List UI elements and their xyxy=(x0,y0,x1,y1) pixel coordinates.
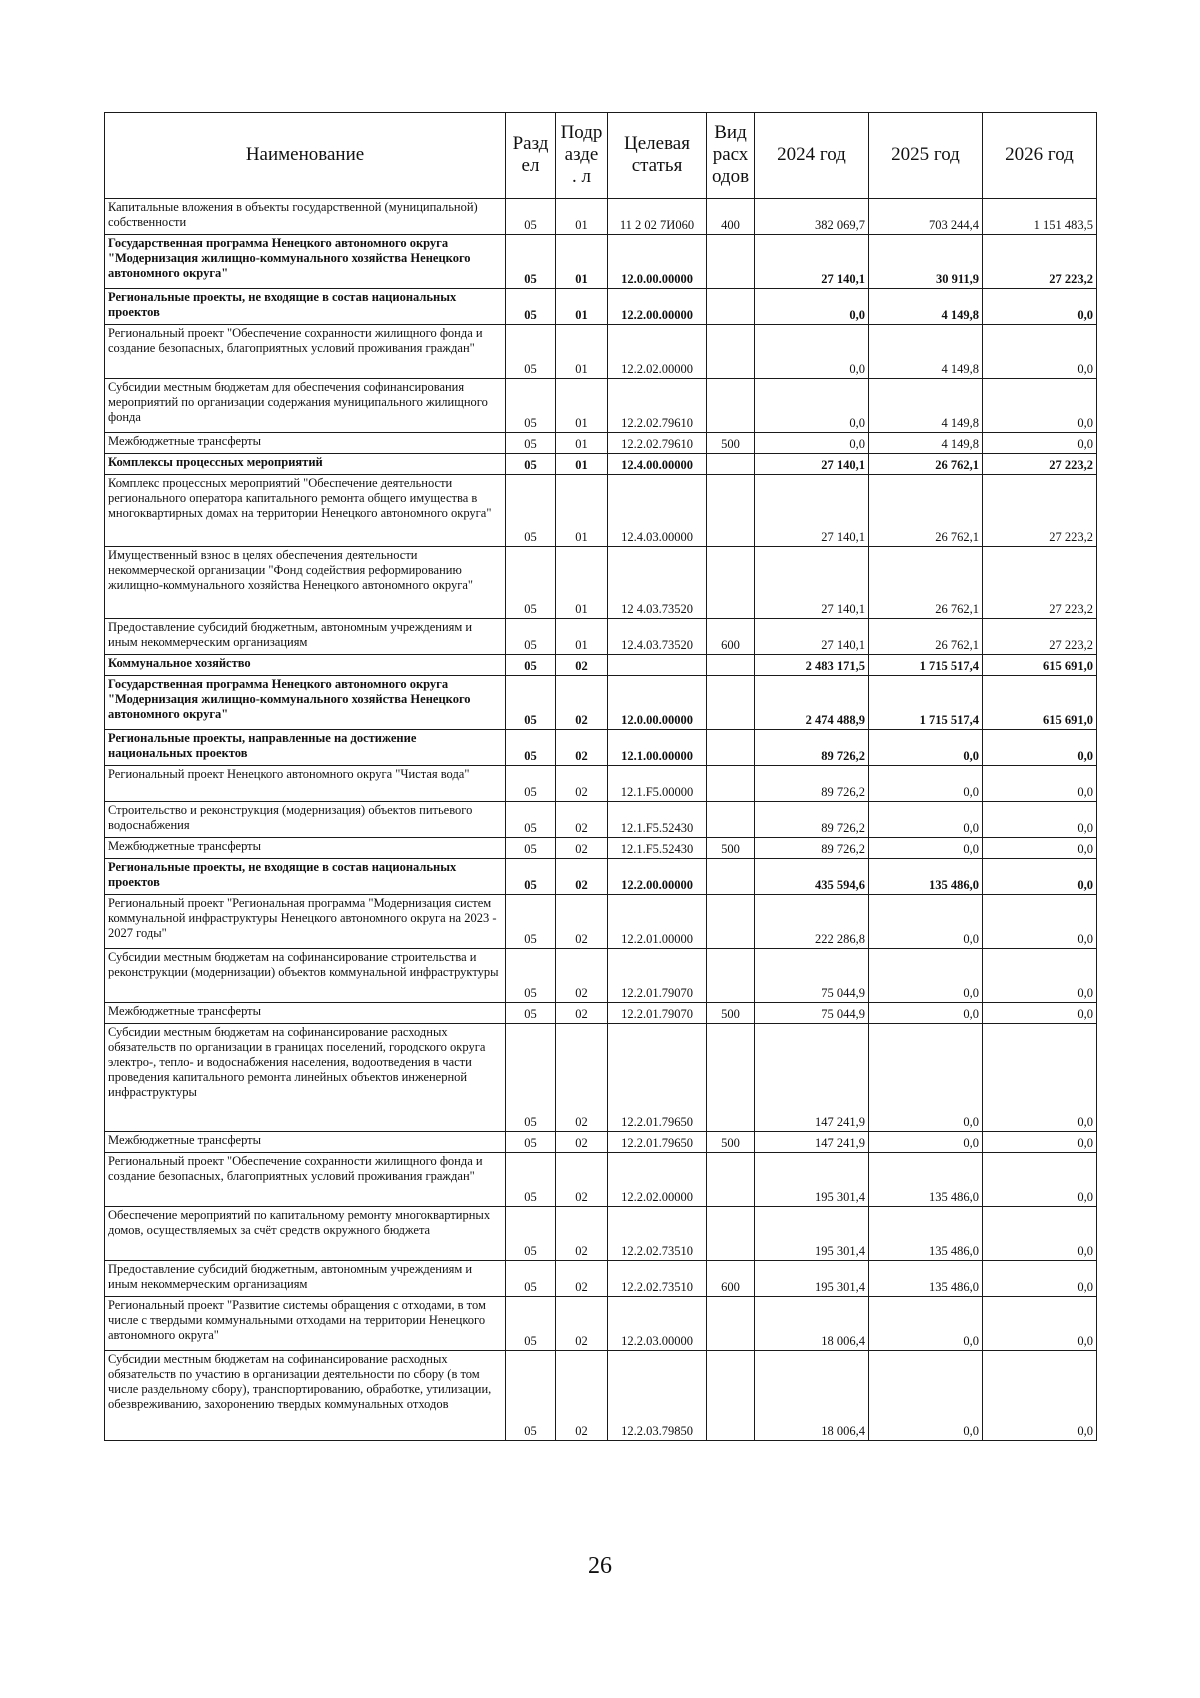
table-row xyxy=(105,235,1097,289)
cell-y2025: 4 149,8 xyxy=(869,325,983,379)
cell-y2026: 27 223,2 xyxy=(983,475,1097,547)
cell-y2025: 0,0 xyxy=(869,838,983,859)
cell-y2026: 0,0 xyxy=(983,895,1097,949)
cell-y2024: 0,0 xyxy=(755,379,869,433)
cell-y2026: 0,0 xyxy=(983,1024,1097,1132)
cell-y2026: 1 151 483,5 xyxy=(983,199,1097,235)
cell-section: 05 xyxy=(506,289,556,325)
cell-y2025: 0,0 xyxy=(869,1024,983,1132)
table-row xyxy=(105,433,1097,454)
cell-target: 12.2.02.00000 xyxy=(608,325,707,379)
cell-y2025: 4 149,8 xyxy=(869,289,983,325)
cell-subsection: 02 xyxy=(556,1207,608,1261)
cell-name: Субсидии местным бюджетам на софинансирование расходных обязательств по участию в организации деятельности по сбору (в том числе раздельному сбору), транспортированию, обработке, утилизации, обезвреживанию, захоронению твердых коммунальных отходов xyxy=(105,1351,506,1441)
cell-name: Предоставление субсидий бюджетным, автономным учреждениям и иным некоммерческим организациям xyxy=(105,619,506,655)
cell-subsection: 01 xyxy=(556,379,608,433)
cell-subsection: 02 xyxy=(556,1003,608,1024)
cell-target: 12.2.02.79610 xyxy=(608,379,707,433)
cell-section: 05 xyxy=(506,475,556,547)
cell-name: Межбюджетные трансферты xyxy=(105,1003,506,1024)
cell-subsection: 01 xyxy=(556,547,608,619)
cell-y2026: 0,0 xyxy=(983,289,1097,325)
page-number: 26 xyxy=(588,1553,612,1579)
cell-y2024: 75 044,9 xyxy=(755,949,869,1003)
table-body xyxy=(105,199,1097,1441)
cell-y2026: 0,0 xyxy=(983,1132,1097,1153)
cell-subsection: 01 xyxy=(556,235,608,289)
cell-y2024: 27 140,1 xyxy=(755,235,869,289)
table-row xyxy=(105,619,1097,655)
cell-name: Имущественный взнос в целях обеспечения деятельности некоммерческой организации "Фонд содействия реформированию жилищно-коммунального хозяйства Ненецкого автономного округа" xyxy=(105,547,506,619)
cell-y2025: 0,0 xyxy=(869,1003,983,1024)
table-row xyxy=(105,949,1097,1003)
cell-name: Капитальные вложения в объекты государственной (муниципальной) собственности xyxy=(105,199,506,235)
table-row xyxy=(105,838,1097,859)
cell-y2025: 135 486,0 xyxy=(869,1207,983,1261)
cell-y2024: 2 483 171,5 xyxy=(755,655,869,676)
table-row xyxy=(105,676,1097,730)
cell-name: Комплексы процессных мероприятий xyxy=(105,454,506,475)
cell-subsection: 01 xyxy=(556,199,608,235)
cell-y2026: 27 223,2 xyxy=(983,454,1097,475)
cell-target: 12.2.03.00000 xyxy=(608,1297,707,1351)
cell-y2025: 0,0 xyxy=(869,1132,983,1153)
cell-kind xyxy=(707,1153,755,1207)
cell-y2026: 0,0 xyxy=(983,730,1097,766)
cell-subsection: 01 xyxy=(556,475,608,547)
cell-name: Межбюджетные трансферты xyxy=(105,433,506,454)
cell-section: 05 xyxy=(506,1003,556,1024)
cell-name: Коммунальное хозяйство xyxy=(105,655,506,676)
cell-target: 12.2.01.79650 xyxy=(608,1024,707,1132)
cell-y2024: 147 241,9 xyxy=(755,1024,869,1132)
cell-y2026: 615 691,0 xyxy=(983,676,1097,730)
cell-target: 12.4.00.00000 xyxy=(608,454,707,475)
cell-section: 05 xyxy=(506,1132,556,1153)
table-row xyxy=(105,730,1097,766)
cell-name: Государственная программа Ненецкого автономного округа "Модернизация жилищно-коммунального хозяйства Ненецкого автономного округа" xyxy=(105,676,506,730)
cell-kind xyxy=(707,475,755,547)
table-row xyxy=(105,454,1097,475)
table-row xyxy=(105,1351,1097,1441)
cell-kind xyxy=(707,454,755,475)
cell-subsection: 02 xyxy=(556,1024,608,1132)
cell-subsection: 02 xyxy=(556,949,608,1003)
cell-name: Обеспечение мероприятий по капитальному ремонту многоквартирных домов, осуществляемых за счёт средств окружного бюджета xyxy=(105,1207,506,1261)
cell-y2025: 4 149,8 xyxy=(869,379,983,433)
cell-section: 05 xyxy=(506,235,556,289)
header-kind: Вид расх одов xyxy=(707,113,755,199)
cell-y2026: 0,0 xyxy=(983,766,1097,802)
cell-section: 05 xyxy=(506,1351,556,1441)
cell-target: 12.1.F5.52430 xyxy=(608,838,707,859)
cell-section: 05 xyxy=(506,655,556,676)
table-row xyxy=(105,1003,1097,1024)
cell-kind xyxy=(707,1351,755,1441)
cell-y2025: 0,0 xyxy=(869,1297,983,1351)
cell-kind: 600 xyxy=(707,619,755,655)
cell-subsection: 02 xyxy=(556,859,608,895)
cell-subsection: 02 xyxy=(556,1132,608,1153)
cell-y2026: 0,0 xyxy=(983,1207,1097,1261)
cell-target: 12.2.02.00000 xyxy=(608,1153,707,1207)
cell-y2025: 703 244,4 xyxy=(869,199,983,235)
table-row xyxy=(105,655,1097,676)
table-row xyxy=(105,1261,1097,1297)
cell-section: 05 xyxy=(506,676,556,730)
cell-y2026: 27 223,2 xyxy=(983,547,1097,619)
cell-name: Субсидии местным бюджетам на софинансирование строительства и реконструкции (модернизации) объектов коммунальной инфраструктуры xyxy=(105,949,506,1003)
cell-target: 12.0.00.00000 xyxy=(608,235,707,289)
cell-y2026: 0,0 xyxy=(983,802,1097,838)
header-2024: 2024 год xyxy=(755,113,869,199)
cell-target: 12.2.00.00000 xyxy=(608,859,707,895)
cell-kind: 500 xyxy=(707,433,755,454)
cell-subsection: 01 xyxy=(556,289,608,325)
cell-kind xyxy=(707,655,755,676)
cell-name: Межбюджетные трансферты xyxy=(105,1132,506,1153)
header-section: Разд ел xyxy=(506,113,556,199)
cell-section: 05 xyxy=(506,379,556,433)
cell-section: 05 xyxy=(506,1297,556,1351)
cell-y2026: 0,0 xyxy=(983,838,1097,859)
cell-section: 05 xyxy=(506,1261,556,1297)
cell-y2025: 135 486,0 xyxy=(869,1261,983,1297)
cell-y2025: 0,0 xyxy=(869,802,983,838)
cell-y2026: 0,0 xyxy=(983,1261,1097,1297)
cell-target: 12.2.02.73510 xyxy=(608,1261,707,1297)
cell-kind xyxy=(707,1024,755,1132)
cell-y2025: 135 486,0 xyxy=(869,1153,983,1207)
cell-target: 12.2.01.79070 xyxy=(608,949,707,1003)
cell-y2024: 27 140,1 xyxy=(755,454,869,475)
cell-target: 12.4.03.00000 xyxy=(608,475,707,547)
cell-name: Предоставление субсидий бюджетным, автономным учреждениям и иным некоммерческим организациям xyxy=(105,1261,506,1297)
cell-target: 12.2.00.00000 xyxy=(608,289,707,325)
cell-y2024: 147 241,9 xyxy=(755,1132,869,1153)
cell-kind: 500 xyxy=(707,1132,755,1153)
header-subsection: Подр азде . л xyxy=(556,113,608,199)
cell-kind: 500 xyxy=(707,838,755,859)
cell-y2026: 0,0 xyxy=(983,1297,1097,1351)
cell-y2026: 0,0 xyxy=(983,1351,1097,1441)
cell-kind xyxy=(707,1297,755,1351)
cell-target: 12.2.03.79850 xyxy=(608,1351,707,1441)
cell-y2026: 0,0 xyxy=(983,379,1097,433)
header-2026: 2026 год xyxy=(983,113,1097,199)
cell-y2025: 30 911,9 xyxy=(869,235,983,289)
cell-subsection: 02 xyxy=(556,730,608,766)
cell-section: 05 xyxy=(506,802,556,838)
cell-section: 05 xyxy=(506,1207,556,1261)
cell-section: 05 xyxy=(506,730,556,766)
cell-y2024: 18 006,4 xyxy=(755,1351,869,1441)
table-row xyxy=(105,1297,1097,1351)
cell-section: 05 xyxy=(506,1153,556,1207)
cell-y2024: 0,0 xyxy=(755,325,869,379)
cell-name: Региональные проекты, направленные на достижение национальных проектов xyxy=(105,730,506,766)
cell-name: Региональный проект Ненецкого автономного округа "Чистая вода" xyxy=(105,766,506,802)
table-row xyxy=(105,325,1097,379)
cell-subsection: 02 xyxy=(556,802,608,838)
cell-section: 05 xyxy=(506,949,556,1003)
cell-y2025: 26 762,1 xyxy=(869,547,983,619)
table-row xyxy=(105,199,1097,235)
cell-subsection: 02 xyxy=(556,1351,608,1441)
cell-subsection: 02 xyxy=(556,1261,608,1297)
cell-y2024: 222 286,8 xyxy=(755,895,869,949)
cell-subsection: 02 xyxy=(556,838,608,859)
cell-y2024: 27 140,1 xyxy=(755,475,869,547)
cell-y2025: 26 762,1 xyxy=(869,475,983,547)
cell-subsection: 01 xyxy=(556,619,608,655)
table-row xyxy=(105,547,1097,619)
cell-target: 12.4.03.73520 xyxy=(608,619,707,655)
cell-kind: 500 xyxy=(707,1003,755,1024)
cell-y2025: 0,0 xyxy=(869,949,983,1003)
cell-y2025: 26 762,1 xyxy=(869,619,983,655)
cell-y2024: 18 006,4 xyxy=(755,1297,869,1351)
table-row xyxy=(105,1207,1097,1261)
cell-y2025: 0,0 xyxy=(869,730,983,766)
cell-subsection: 02 xyxy=(556,766,608,802)
cell-y2024: 382 069,7 xyxy=(755,199,869,235)
cell-kind xyxy=(707,766,755,802)
cell-section: 05 xyxy=(506,766,556,802)
cell-section: 05 xyxy=(506,619,556,655)
cell-target xyxy=(608,655,707,676)
table-row xyxy=(105,859,1097,895)
cell-y2026: 615 691,0 xyxy=(983,655,1097,676)
cell-kind xyxy=(707,802,755,838)
header-target: Целевая статья xyxy=(608,113,707,199)
cell-name: Субсидии местным бюджетам на софинансирование расходных обязательств по организации в границах поселений, городского округа электро-, тепло- и водоснабжения населения, водоотведения в части проведения капитального ремонта линейных объектов инженерной инфраструктуры xyxy=(105,1024,506,1132)
cell-kind xyxy=(707,325,755,379)
cell-name: Региональные проекты, не входящие в состав национальных проектов xyxy=(105,859,506,895)
cell-subsection: 02 xyxy=(556,895,608,949)
cell-y2025: 0,0 xyxy=(869,1351,983,1441)
cell-kind xyxy=(707,895,755,949)
cell-section: 05 xyxy=(506,547,556,619)
cell-y2026: 0,0 xyxy=(983,1003,1097,1024)
cell-name: Строительство и реконструкция (модернизация) объектов питьевого водоснабжения xyxy=(105,802,506,838)
cell-y2024: 2 474 488,9 xyxy=(755,676,869,730)
cell-target: 12.2.01.79070 xyxy=(608,1003,707,1024)
cell-target: 12.1.F5.00000 xyxy=(608,766,707,802)
cell-name: Региональные проекты, не входящие в состав национальных проектов xyxy=(105,289,506,325)
cell-kind xyxy=(707,289,755,325)
cell-name: Региональный проект "Региональная программа "Модернизация систем коммунальной инфраструктуры Ненецкого автономного округа на 2023 - 2027 годы" xyxy=(105,895,506,949)
cell-y2026: 0,0 xyxy=(983,949,1097,1003)
cell-y2024: 27 140,1 xyxy=(755,619,869,655)
table-row xyxy=(105,289,1097,325)
cell-y2024: 195 301,4 xyxy=(755,1207,869,1261)
cell-kind xyxy=(707,730,755,766)
cell-y2024: 0,0 xyxy=(755,289,869,325)
table-row xyxy=(105,475,1097,547)
header-2025: 2025 год xyxy=(869,113,983,199)
cell-y2025: 1 715 517,4 xyxy=(869,676,983,730)
cell-subsection: 02 xyxy=(556,1297,608,1351)
cell-section: 05 xyxy=(506,433,556,454)
cell-y2024: 89 726,2 xyxy=(755,766,869,802)
table-row xyxy=(105,1153,1097,1207)
cell-y2025: 26 762,1 xyxy=(869,454,983,475)
cell-target: 12.0.00.00000 xyxy=(608,676,707,730)
cell-name: Региональный проект "Развитие системы обращения с отходами, в том числе с твердыми коммунальными отходами на территории Ненецкого автономного округа" xyxy=(105,1297,506,1351)
cell-kind: 400 xyxy=(707,199,755,235)
cell-y2024: 89 726,2 xyxy=(755,802,869,838)
header-row xyxy=(105,113,1097,199)
cell-y2024: 89 726,2 xyxy=(755,730,869,766)
cell-kind xyxy=(707,676,755,730)
cell-section: 05 xyxy=(506,859,556,895)
cell-name: Межбюджетные трансферты xyxy=(105,838,506,859)
cell-y2024: 89 726,2 xyxy=(755,838,869,859)
cell-y2024: 195 301,4 xyxy=(755,1153,869,1207)
cell-kind xyxy=(707,949,755,1003)
cell-y2024: 195 301,4 xyxy=(755,1261,869,1297)
cell-target: 12.2.01.00000 xyxy=(608,895,707,949)
cell-y2026: 0,0 xyxy=(983,859,1097,895)
cell-kind xyxy=(707,235,755,289)
cell-y2026: 0,0 xyxy=(983,433,1097,454)
cell-name: Комплекс процессных мероприятий "Обеспечение деятельности регионального оператора капитального ремонта общего имущества в многоквартирных домах на территории Ненецкого автономного округа" xyxy=(105,475,506,547)
cell-subsection: 01 xyxy=(556,433,608,454)
table-row xyxy=(105,1024,1097,1132)
cell-section: 05 xyxy=(506,199,556,235)
cell-y2024: 0,0 xyxy=(755,433,869,454)
cell-target: 12.2.01.79650 xyxy=(608,1132,707,1153)
cell-y2025: 4 149,8 xyxy=(869,433,983,454)
table-row xyxy=(105,1132,1097,1153)
cell-y2026: 27 223,2 xyxy=(983,619,1097,655)
cell-target: 11 2 02 7И060 xyxy=(608,199,707,235)
cell-y2025: 0,0 xyxy=(869,895,983,949)
cell-target: 12.2.02.73510 xyxy=(608,1207,707,1261)
budget-table xyxy=(104,112,1097,1441)
table-row xyxy=(105,895,1097,949)
cell-target: 12.1.00.00000 xyxy=(608,730,707,766)
cell-section: 05 xyxy=(506,325,556,379)
cell-subsection: 02 xyxy=(556,655,608,676)
cell-y2025: 1 715 517,4 xyxy=(869,655,983,676)
cell-target: 12.1.F5.52430 xyxy=(608,802,707,838)
budget-table-container xyxy=(104,112,1096,1441)
cell-subsection: 01 xyxy=(556,454,608,475)
cell-y2024: 435 594,6 xyxy=(755,859,869,895)
cell-target: 12.2.02.79610 xyxy=(608,433,707,454)
cell-name: Государственная программа Ненецкого автономного округа "Модернизация жилищно-коммунального хозяйства Ненецкого автономного округа" xyxy=(105,235,506,289)
header-name: Наименование xyxy=(105,113,506,199)
cell-kind xyxy=(707,379,755,433)
table-row xyxy=(105,379,1097,433)
cell-target: 12 4.03.73520 xyxy=(608,547,707,619)
cell-section: 05 xyxy=(506,838,556,859)
cell-section: 05 xyxy=(506,1024,556,1132)
cell-section: 05 xyxy=(506,895,556,949)
table-row xyxy=(105,766,1097,802)
cell-y2025: 0,0 xyxy=(869,766,983,802)
cell-subsection: 01 xyxy=(556,325,608,379)
cell-kind xyxy=(707,547,755,619)
cell-y2026: 0,0 xyxy=(983,1153,1097,1207)
cell-y2026: 0,0 xyxy=(983,325,1097,379)
cell-kind xyxy=(707,1207,755,1261)
cell-name: Региональный проект "Обеспечение сохранности жилищного фонда и создание безопасных, благоприятных условий проживания граждан" xyxy=(105,1153,506,1207)
table-row xyxy=(105,802,1097,838)
cell-kind: 600 xyxy=(707,1261,755,1297)
cell-y2024: 75 044,9 xyxy=(755,1003,869,1024)
cell-y2025: 135 486,0 xyxy=(869,859,983,895)
cell-y2026: 27 223,2 xyxy=(983,235,1097,289)
cell-name: Субсидии местным бюджетам для обеспечения софинансирования мероприятий по организации содержания муниципального жилищного фонда xyxy=(105,379,506,433)
cell-name: Региональный проект "Обеспечение сохранности жилищного фонда и создание безопасных, благоприятных условий проживания граждан" xyxy=(105,325,506,379)
cell-kind xyxy=(707,859,755,895)
cell-subsection: 02 xyxy=(556,1153,608,1207)
cell-subsection: 02 xyxy=(556,676,608,730)
cell-section: 05 xyxy=(506,454,556,475)
cell-y2024: 27 140,1 xyxy=(755,547,869,619)
